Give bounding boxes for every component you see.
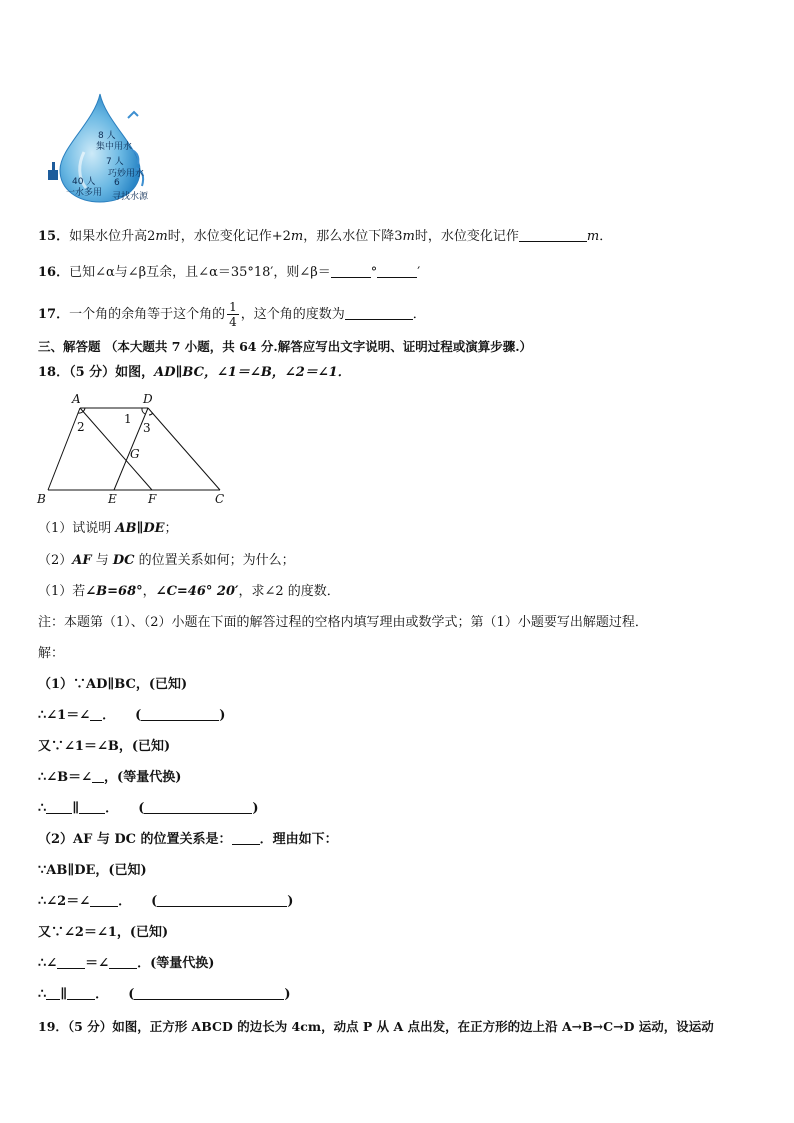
q16-degree-blank[interactable] bbox=[331, 264, 371, 278]
q17-text-1: 一个角的余角等于这个角的 bbox=[69, 307, 226, 322]
figure-label-angle-1: 1 bbox=[124, 412, 132, 426]
q18-part-2-mid: 与 bbox=[91, 553, 113, 568]
step-10-text-2: ＝∠ bbox=[85, 956, 110, 971]
step-4 bbox=[38, 769, 181, 787]
step-11-blank-2[interactable] bbox=[67, 986, 95, 1000]
q18-condition: AD∥BC，∠1＝∠B，∠2＝∠1． bbox=[154, 365, 351, 380]
step-8-text-1: ∴∠2＝∠ bbox=[38, 894, 91, 909]
step-6-blank[interactable] bbox=[232, 831, 260, 845]
q18-part-3-math-1: ∠B=68° bbox=[85, 584, 143, 599]
drop-label-4: 巧妙用水 bbox=[108, 169, 145, 179]
figure-label-F: F bbox=[148, 492, 157, 506]
step-8-blank-angle[interactable] bbox=[90, 893, 118, 907]
q18-part-1-math: AB∥DE bbox=[115, 521, 165, 536]
figure-label-angle-2: 2 bbox=[77, 420, 85, 434]
step-11-text-1: ∴ bbox=[38, 987, 47, 1002]
step-5-text-1: ∴ bbox=[38, 801, 47, 816]
step-5-text-2: ． bbox=[105, 801, 119, 816]
q18-part-2-math-2: DC bbox=[112, 553, 135, 568]
figure-label-angle-3: 3 bbox=[143, 421, 151, 435]
q15-answer-blank[interactable] bbox=[519, 228, 587, 242]
drop-label-8: 寻找水源 bbox=[112, 192, 149, 202]
q18-number: 18． bbox=[38, 365, 70, 380]
step-6-text-1: （2）AF 与 DC 的位置关系是： bbox=[38, 832, 232, 847]
q18-part-3 bbox=[38, 583, 340, 601]
q15-value-3: 3 bbox=[394, 229, 403, 244]
q15-value-1: 2 bbox=[147, 229, 156, 244]
q18-part-2-math-1: AF bbox=[72, 553, 92, 568]
step-4-blank-angle[interactable] bbox=[92, 769, 104, 783]
step-4-text-1: ∴∠B＝∠ bbox=[38, 770, 93, 785]
step-11: ∴ ∥ ． ( ) bbox=[38, 987, 291, 1002]
step-5-blank-1[interactable] bbox=[46, 800, 72, 814]
q16-minute-blank[interactable] bbox=[377, 264, 417, 278]
step-10 bbox=[38, 955, 214, 973]
segment-AB bbox=[48, 408, 80, 490]
step-1: （1）∵AD∥BC，(已知) bbox=[38, 677, 188, 692]
section-3-heading: 三、解答题 （本大题共 7 小题，共 64 分.解答应写出文字说明、证明过程或演算步骤.） bbox=[38, 339, 533, 354]
step-7: ∵AB∥DE，(已知) bbox=[38, 863, 147, 878]
q19-text: （5 分）如图，正方形 ABCD 的边长为 4cm，动点 P 从 A 点出发，在正方形的边上沿 A→B→C→D 运动，设运动 bbox=[67, 1019, 714, 1034]
step-2-blank-angle[interactable] bbox=[90, 707, 102, 721]
q16-number: 16． bbox=[38, 265, 70, 280]
q18-part-1-end: ； bbox=[164, 521, 178, 536]
q17-number: 17． bbox=[38, 307, 70, 322]
step-6 bbox=[38, 831, 338, 849]
q15-text-1: 如果水位升高 bbox=[69, 229, 148, 244]
q18-part-1-label: （1）试说明 bbox=[38, 521, 116, 536]
q15-number: 15． bbox=[38, 229, 70, 244]
q17-text-2: ，这个角的度数为 bbox=[240, 307, 345, 322]
step-10-blank-2[interactable] bbox=[109, 955, 137, 969]
q15-text-5: ． bbox=[599, 229, 613, 244]
figure-label-D: D bbox=[143, 392, 153, 406]
step-2-text-1: ∴∠1＝∠ bbox=[38, 708, 91, 723]
q18-part-1 bbox=[38, 520, 178, 538]
q18-part-2-label: （2） bbox=[38, 553, 73, 568]
drop-label-7: 6 bbox=[114, 178, 120, 188]
segment-DC bbox=[148, 408, 220, 490]
figure-label-G: G bbox=[130, 447, 140, 461]
q15-text-2: 时，水位变化记作 bbox=[167, 229, 272, 244]
step-5-blank-reason[interactable] bbox=[144, 800, 252, 814]
q18-part-3-math-2: ∠C=46° 20′ bbox=[155, 584, 239, 599]
q18-solution-label: 解： bbox=[38, 646, 65, 661]
q18-part-3-label: （1）若 bbox=[38, 584, 86, 599]
step-11-text-2: ． bbox=[95, 987, 109, 1002]
question-18-heading bbox=[38, 364, 351, 382]
q15-value-2: +2 bbox=[271, 229, 291, 244]
step-11-blank-1[interactable] bbox=[46, 986, 60, 1000]
q16-minute-symbol: ′ bbox=[417, 265, 421, 280]
figure-label-E: E bbox=[108, 492, 117, 506]
step-5: ∴ ∥ ． ( ) bbox=[38, 801, 259, 816]
q15-unit-3: m bbox=[402, 229, 415, 244]
step-5-parallel: ∥ bbox=[72, 801, 80, 816]
q18-part-2 bbox=[38, 552, 295, 570]
angle-3-arc bbox=[149, 413, 153, 415]
q18-note: 注：本题第（1）、（2）小题在下面的解答过程的空格内填写理由或数学式；第（1）小题要写出解题过程． bbox=[38, 615, 648, 630]
step-10-blank-1[interactable] bbox=[57, 955, 85, 969]
figure-label-C: C bbox=[215, 492, 225, 506]
step-10-text-1: ∴∠ bbox=[38, 956, 58, 971]
q19-number: 19． bbox=[38, 1019, 68, 1034]
step-9: 又∵∠2＝∠1，(已知) bbox=[38, 925, 169, 940]
q15-text-3: ，那么水位下降 bbox=[303, 229, 395, 244]
step-8-blank-reason[interactable] bbox=[157, 893, 287, 907]
step-2-text-2: ． bbox=[102, 708, 116, 723]
q16-text-1: 已知∠α与∠β互余，且∠α＝35°18′，则∠β＝ bbox=[69, 265, 331, 280]
question-17 bbox=[38, 300, 426, 330]
question-16 bbox=[38, 264, 420, 282]
step-6-text-2: ．理由如下： bbox=[259, 832, 338, 847]
step-11-parallel: ∥ bbox=[60, 987, 68, 1002]
drop-label-5: 40 人 bbox=[72, 177, 96, 187]
q18-part-3-end: ，求∠2 的度数． bbox=[238, 584, 340, 599]
q17-answer-blank[interactable] bbox=[345, 306, 413, 320]
question-15 bbox=[38, 228, 612, 246]
q18-part-3-sep: ， bbox=[142, 584, 156, 599]
angle-1-arc bbox=[142, 408, 145, 414]
drop-label-6: 一水多用 bbox=[66, 188, 103, 198]
q16-degree-symbol: ° bbox=[370, 265, 378, 280]
step-10-text-3: ．(等量代换) bbox=[137, 956, 215, 971]
q17-fraction bbox=[227, 300, 239, 329]
q17-fraction-denominator: 4 bbox=[229, 315, 237, 329]
q15-unit-1: m bbox=[155, 229, 168, 244]
q15-unit-4: m bbox=[586, 229, 600, 244]
figure-label-B: B bbox=[37, 492, 46, 506]
drop-label-3: 7 人 bbox=[106, 157, 124, 167]
q18-score: （5 分）如图， bbox=[69, 365, 155, 380]
q18-part-2-end: 的位置关系如何；为什么； bbox=[134, 553, 295, 568]
segment-AF bbox=[80, 408, 152, 490]
step-8-text-2: ． bbox=[118, 894, 132, 909]
drop-label-1: 8 人 bbox=[98, 131, 116, 141]
step-5-blank-2[interactable] bbox=[79, 800, 105, 814]
step-4-text-2: ，(等量代换) bbox=[104, 770, 182, 785]
step-8: ∴∠2＝∠ ． ( ) bbox=[38, 894, 294, 909]
step-11-blank-reason[interactable] bbox=[134, 986, 284, 1000]
q15-text-4: 时，水位变化记作 bbox=[414, 229, 519, 244]
q15-unit-2: m bbox=[290, 229, 304, 244]
q17-text-3: ． bbox=[412, 307, 426, 322]
drop-label-2: 集中用水 bbox=[96, 142, 133, 152]
question-19 bbox=[38, 1018, 714, 1036]
q17-fraction-numerator: 1 bbox=[229, 300, 237, 314]
step-2: ∴∠1＝∠ ． ( ) bbox=[38, 708, 226, 723]
step-2-blank-reason[interactable] bbox=[141, 707, 219, 721]
figure-label-A: A bbox=[72, 392, 81, 406]
step-3: 又∵∠1＝∠B，(已知) bbox=[38, 739, 171, 754]
